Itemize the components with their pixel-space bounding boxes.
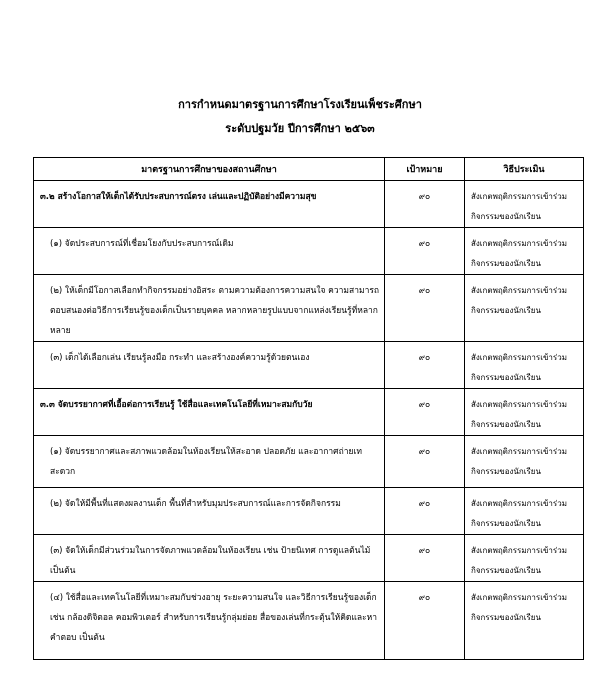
table-row (34, 488, 584, 535)
target-cell (385, 342, 465, 389)
target-text: ๙๐ (418, 353, 431, 363)
target-text: ๙๐ (418, 400, 431, 410)
method-cell (465, 488, 584, 535)
standard-text: (๓) จัดให้เด็กมีส่วนร่วมในการจัดภาพแวดล้อมในห้องเรียน เช่น ป้ายนิเทศ การดูแลต้นไม้เป็นต้น (50, 546, 371, 576)
standard-text: (๔) ใช้สื่อและเทคโนโลยีที่เหมาะสมกับช่วงอายุ ระยะความสนใจ และวิธีการเรียนรู้ของเด็ก เช่น กล้องดิจิตอล คอมพิวเตอร์ สำหรับการเรียนรู้กลุ่มย่อย สื่อของเล่นที่กระตุ้นให้คิดและหาคำตอบ เป็นต้น (50, 593, 378, 643)
target-cell (385, 582, 465, 660)
method-text: สังเกตพฤติกรรมการเข้าร่วมกิจกรรมของนักเรียน (471, 286, 567, 315)
standard-cell (34, 436, 385, 488)
method-text: สังเกตพฤติกรรมการเข้าร่วมกิจกรรมของนักเรียน (471, 593, 567, 622)
table-row (34, 275, 584, 342)
method-cell (465, 535, 584, 582)
target-text: ๙๐ (418, 546, 431, 556)
target-text: ๙๐ (418, 286, 431, 296)
standard-cell (34, 228, 385, 275)
table-header-row (34, 158, 584, 181)
method-text: สังเกตพฤติกรรมการเข้าร่วมกิจกรรมของนักเรียน (471, 447, 567, 476)
standards-table (33, 157, 584, 660)
method-cell (465, 275, 584, 342)
method-text: สังเกตพฤติกรรมการเข้าร่วมกิจกรรมของนักเรียน (471, 239, 567, 268)
standard-text: (๓) เด็กได้เลือกเล่น เรียนรู้ลงมือ กระทำ และสร้างองค์ความรู้ด้วยตนเอง (50, 353, 310, 363)
method-cell (465, 228, 584, 275)
target-cell (385, 488, 465, 535)
target-cell (385, 228, 465, 275)
target-cell (385, 436, 465, 488)
standard-cell (34, 488, 385, 535)
document-subtitle: ระดับปฐมวัย ปีการศึกษา ๒๕๖๓ (225, 122, 375, 135)
target-cell (385, 181, 465, 228)
target-cell (385, 389, 465, 436)
target-text: ๙๐ (418, 593, 431, 603)
standard-cell (34, 582, 385, 660)
standard-cell (34, 275, 385, 342)
method-text: สังเกตพฤติกรรมการเข้าร่วมกิจกรรมของนักเรียน (471, 400, 567, 429)
target-text: ๙๐ (418, 447, 431, 457)
method-cell (465, 181, 584, 228)
method-cell (465, 342, 584, 389)
table-row (34, 582, 584, 660)
method-cell (465, 436, 584, 488)
header-method: วิธีประเมิน (465, 158, 584, 181)
table-row (34, 436, 584, 488)
method-text: สังเกตพฤติกรรมการเข้าร่วมกิจกรรมของนักเรียน (471, 499, 567, 528)
standard-cell (34, 342, 385, 389)
standard-text: (๒) จัดให้มีพื้นที่แสดงผลงานเด็ก พื้นที่สำหรับมุมประสบการณ์และการจัดกิจกรรม (50, 499, 341, 509)
standard-text: (๑) จัดประสบการณ์ที่เชื่อมโยงกับประสบการณ์เดิม (50, 239, 234, 249)
standard-text: ๓.๒ สร้างโอกาสให้เด็กได้รับประสบการณ์ตรง เล่นและปฏิบัติอย่างมีความสุข (40, 192, 317, 202)
standard-cell (34, 535, 385, 582)
standard-cell (34, 389, 385, 436)
method-cell (465, 582, 584, 660)
method-text: สังเกตพฤติกรรมการเข้าร่วมกิจกรรมของนักเรียน (471, 192, 567, 221)
standard-text: (๒) ให้เด็กมีโอกาสเลือกทำกิจกรรมอย่างอิสระ ตามความต้องการความสนใจ ความสามารถ ตอบสนองต่อวิธีการเรียนรู้ของเด็กเป็นรายบุคคล หลากหลายรูปแบบจากแหล่งเรียนรู้ที่หลากหลาย (50, 286, 380, 336)
standard-cell (34, 181, 385, 228)
method-text: สังเกตพฤติกรรมการเข้าร่วมกิจกรรมของนักเรียน (471, 353, 567, 382)
table-row (34, 389, 584, 436)
header-standard: มาตรฐานการศึกษาของสถานศึกษา (34, 158, 385, 181)
target-cell (385, 275, 465, 342)
target-cell (385, 535, 465, 582)
standard-text: ๓.๓ จัดบรรยากาศที่เอื้อต่อการเรียนรู้ ใช้สื่อและเทคโนโลยีที่เหมาะสมกับวัย (40, 400, 313, 410)
target-text: ๙๐ (418, 499, 431, 509)
table-row (34, 342, 584, 389)
method-cell (465, 389, 584, 436)
method-text: สังเกตพฤติกรรมการเข้าร่วมกิจกรรมของนักเรียน (471, 546, 567, 575)
table-row (34, 181, 584, 228)
table-row (34, 535, 584, 582)
document-title: การกำหนดมาตรฐานการศึกษาโรงเรียนเพ็ชระศึกษา (178, 98, 422, 111)
table-row (34, 228, 584, 275)
target-text: ๙๐ (418, 239, 431, 249)
target-text: ๙๐ (418, 192, 431, 202)
standard-text: (๑) จัดบรรยากาศและสภาพแวดล้อมในห้องเรียนให้สะอาด ปลอดภัย และอากาศถ่ายเท สะดวก (50, 447, 362, 477)
header-target: เป้าหมาย (385, 158, 465, 181)
